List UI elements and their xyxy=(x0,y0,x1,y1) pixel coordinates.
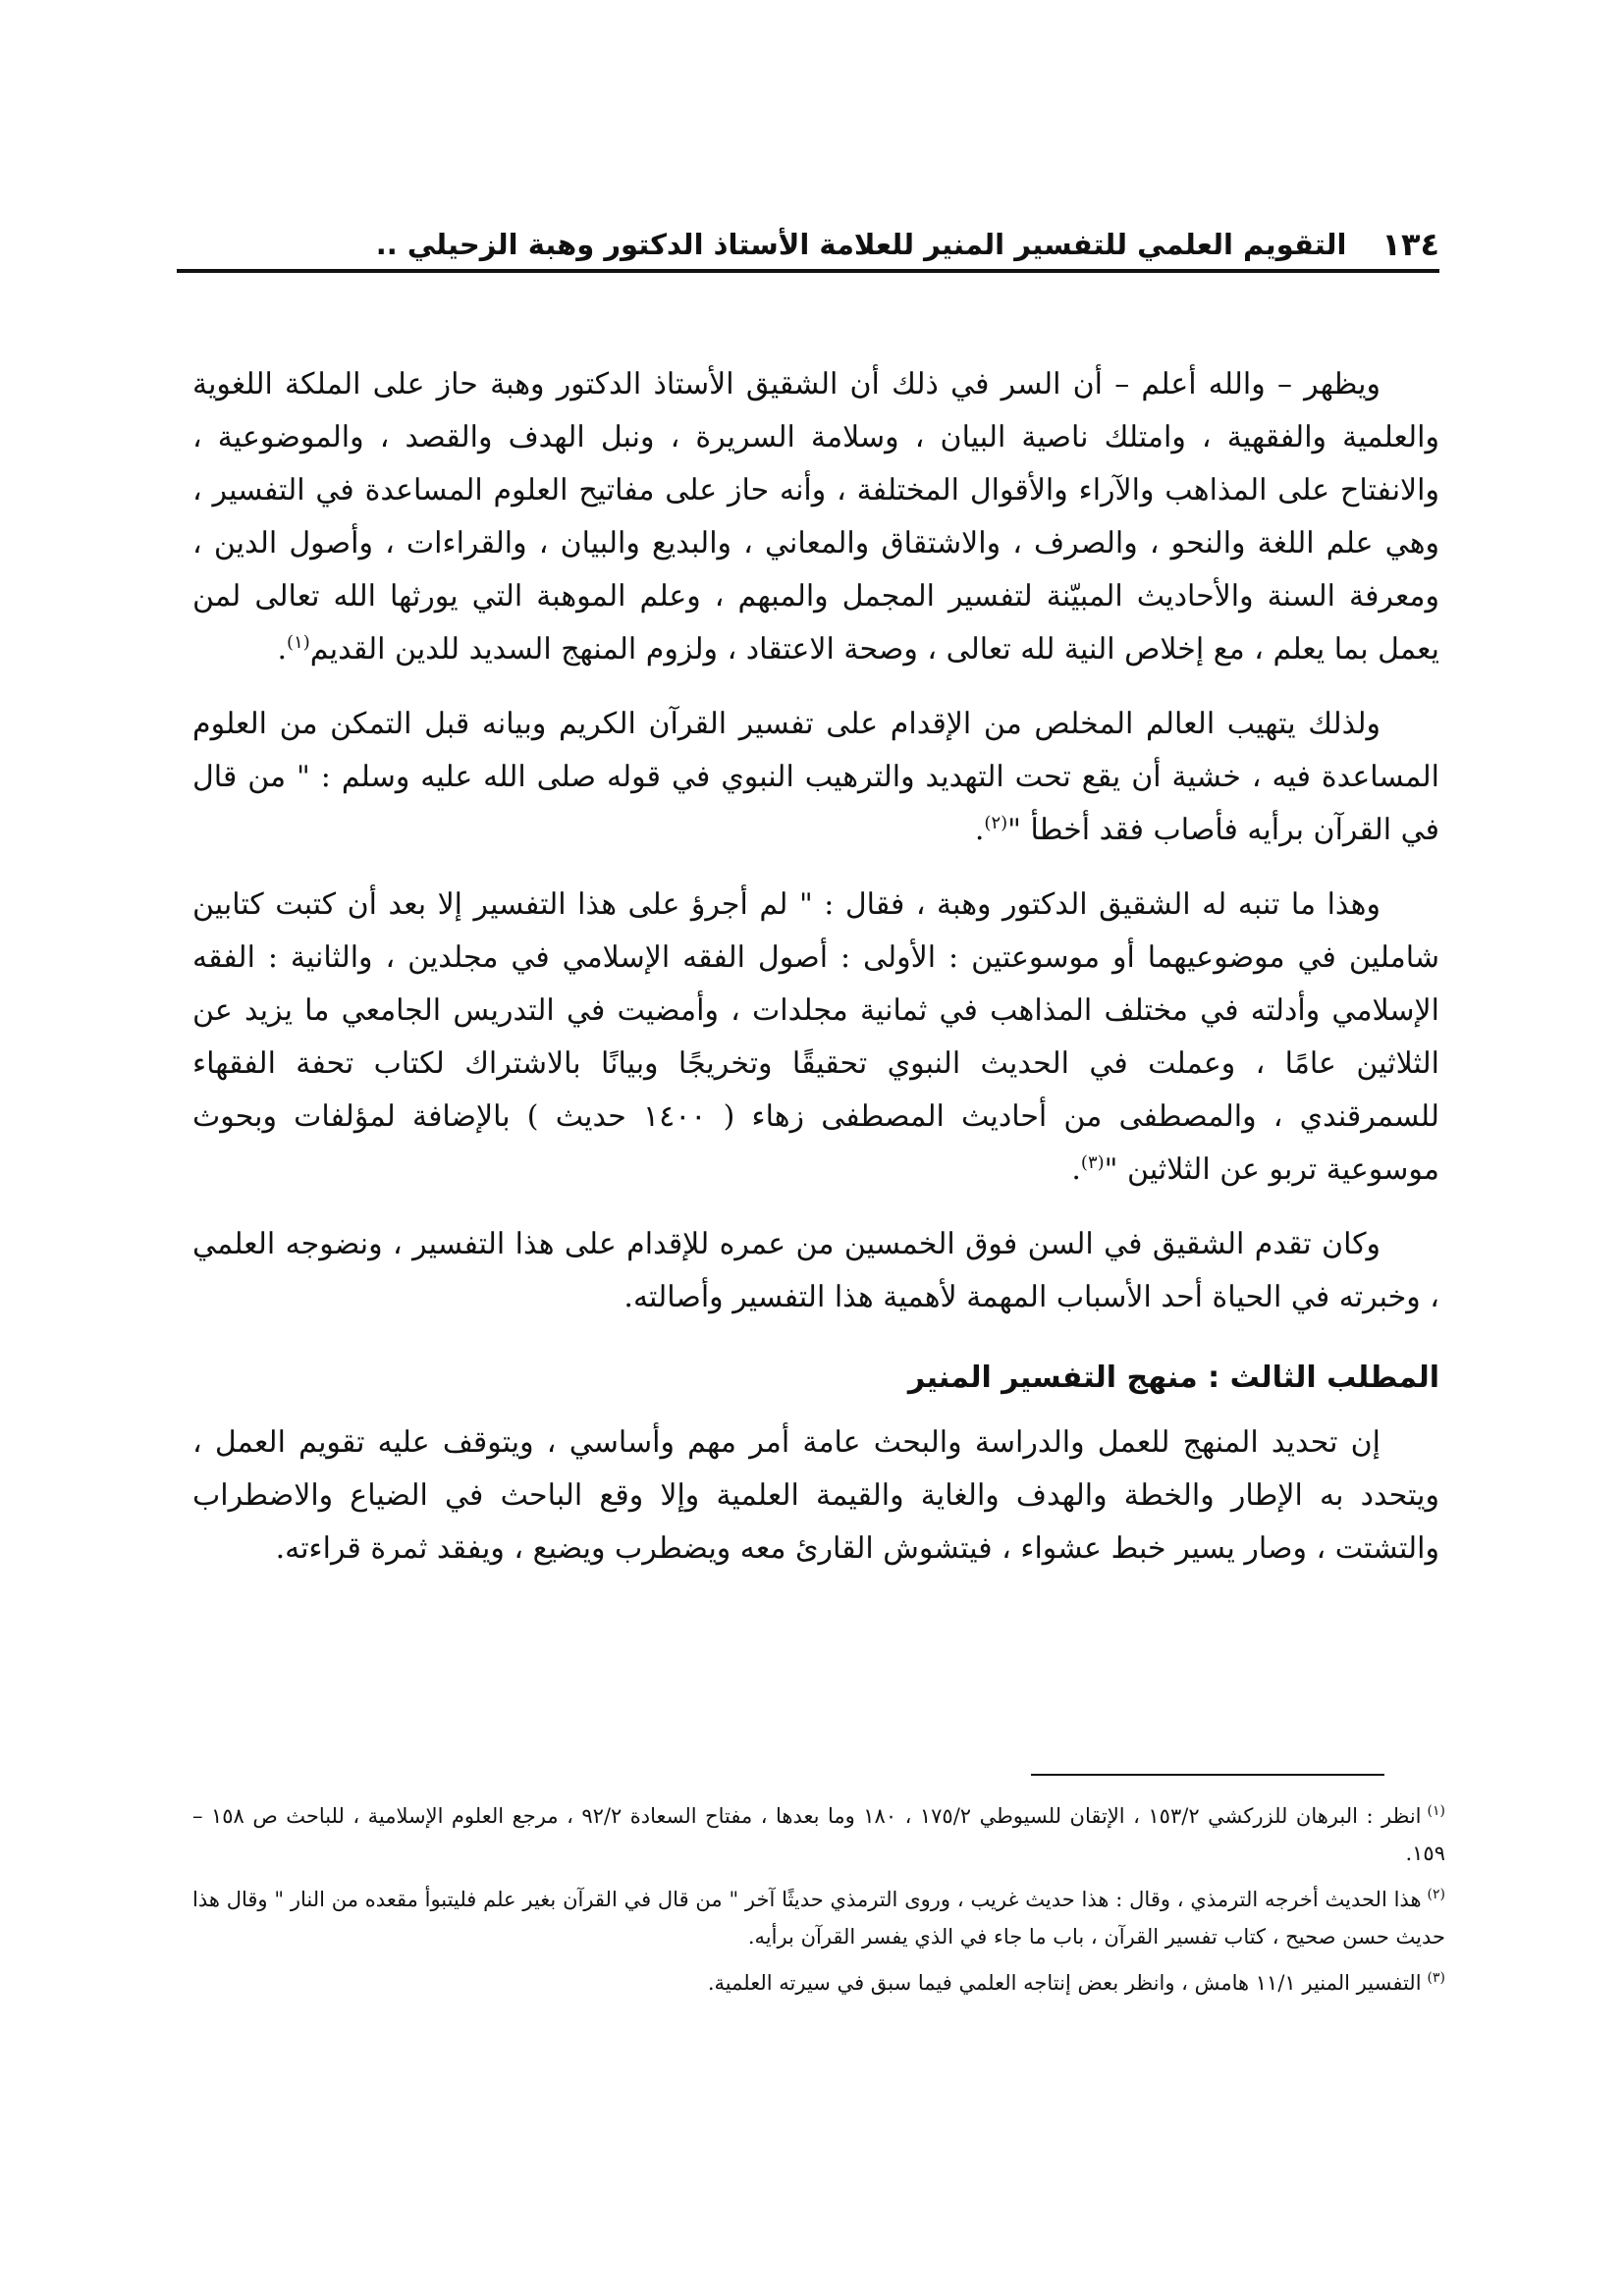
footnote-reference: (٣) xyxy=(1080,1152,1105,1173)
paragraph-text: ويظهر – والله أعلم – أن السر في ذلك أن الشقيق الأستاذ الدكتور وهبة حاز على الملكة اللغوية والعلمية والفقهية ، وامتلك ناصية البيان ، وسلامة السريرة ، ونبل الهدف والقصد ، والموضوعية ، والانفتاح على المذاهب والآراء والأقوال المختلفة ، وأنه حاز على مفاتيح العلوم المساعدة في التفسير ، وهي علم اللغة والنحو ، والصرف ، والاشتقاق والمعاني ، والبديع والبيان ، والقراءات ، وأصول الدين ، ومعرفة السنة والأحاديث المبيّنة لتفسير المجمل والمبهم ، وعلم الموهبة التي يورثها الله تعالى لمن يعمل بما يعلم ، مع إخلاص النية لله تعالى ، وصحة الاعتقاد ، ولزوم المنهج السديد للدين القديم xyxy=(192,367,1439,667)
footnotes xyxy=(192,1792,1449,2005)
footnote-mark: (١) xyxy=(1427,1803,1445,1819)
footnote xyxy=(192,1959,1449,2002)
main-text xyxy=(192,358,1439,1597)
footnote-text: التفسير المنير ١١/١ هامش ، وانظر بعض إنتاجه العلمي فيما سبق في سيرته العلمية. xyxy=(707,1971,1422,1995)
section-paragraph: إن تحديد المنهج للعمل والدراسة والبحث عامة أمر مهم وأساسي ، ويتوقف عليه تقويم العمل ، ويتحدد به الإطار والخطة والهدف والغاية والقيمة العلمية وإلا وقع الباحث في الضياع والاضطراب والتشتت ، وصار يسير خبط عشواء ، فيتشوش القارئ معه ويضطرب ويضيع ، ويفقد ثمرة قراءته. xyxy=(192,1425,1439,1566)
footnote-reference: (١) xyxy=(287,632,310,653)
footnote-text: انظر : البرهان للزركشي ١٥٣/٢ ، الإتقان للسيوطي ١٧٥/٢ ، ١٨٠ وما بعدها ، مفتاح السعادة ٩٢/٢ ، مرجع العلوم الإسلامية ، للباحث ص ١٥٨ – ١٥٩. xyxy=(192,1804,1445,1865)
footnote-reference: (٢) xyxy=(984,813,1008,833)
footnote-text: هذا الحديث أخرجه الترمذي ، وقال : هذا حديث غريب ، وروى الترمذي حديثًا آخر " من قال في القرآن بغير علم فليتبوأ مقعده من النار " وقال هذا حديث حسن صحيح ، كتاب تفسير القرآن ، باب ما جاء في الذي يفسر القرآن برأيه. xyxy=(192,1888,1445,1949)
paragraph-ending: . xyxy=(1071,1152,1081,1187)
section-heading: المطلب الثالث : منهج التفسير المنير xyxy=(907,1361,1439,1395)
page-number: ١٣٤ xyxy=(1381,226,1439,263)
footnote xyxy=(192,1792,1449,1872)
running-header xyxy=(177,208,1439,273)
paragraph-text: وهذا ما تنبه له الشقيق الدكتور وهبة ، فقال : " لم أجرؤ على هذا التفسير إلا بعد أن كتبت كتابين شاملين في موضوعيهما أو موسوعتين : الأولى : أصول الفقه الإسلامي في مجلدين ، والثانية : الفقه الإسلامي وأدلته في مختلف المذاهب في ثمانية مجلدات ، وأمضيت في التدريس الجامعي ما يزيد عن الثلاثين عامًا ، وعملت في الحديث النبوي تحقيقًا وتخريجًا وبيانًا بالاشتراك لكتاب تحفة الفقهاء للسمرقندي ، والمصطفى من أحاديث المصطفى زهاء ( ١٤٠٠ حديث ) بالإضافة لمؤلفات وبحوث موسوعية تربو عن الثلاثين " xyxy=(192,887,1439,1187)
paragraph xyxy=(192,1218,1439,1324)
footnote-separator xyxy=(1031,1774,1384,1776)
footnote-mark: (٣) xyxy=(1427,1970,1445,1986)
paragraph xyxy=(192,879,1439,1197)
paragraph xyxy=(192,358,1439,676)
footnote-mark: (٢) xyxy=(1427,1887,1445,1902)
running-title: التقويم العلمي للتفسير المنير للعلامة الأستاذ الدكتور وهبة الزحيلي .. xyxy=(375,228,1347,261)
paragraph-text: ولذلك يتهيب العالم المخلص من الإقدام على تفسير القرآن الكريم وبيانه قبل التمكن من العلوم المساعدة فيه ، خشية أن يقع تحت التهديد والترهيب النبوي في قوله صلى الله عليه وسلم : " من قال في القرآن برأيه فأصاب فقد أخطأ " xyxy=(192,707,1439,847)
footnote xyxy=(192,1876,1449,1955)
paragraph-ending: . xyxy=(974,813,985,847)
paragraph xyxy=(192,698,1439,857)
paragraph-ending: . xyxy=(277,632,288,667)
paragraph-text: وكان تقدم الشقيق في السن فوق الخمسين من عمره للإقدام على هذا التفسير ، ونضوجه العلمي ، وخبرته في الحياة أحد الأسباب المهمة لأهمية هذا التفسير وأصالته. xyxy=(192,1227,1439,1314)
